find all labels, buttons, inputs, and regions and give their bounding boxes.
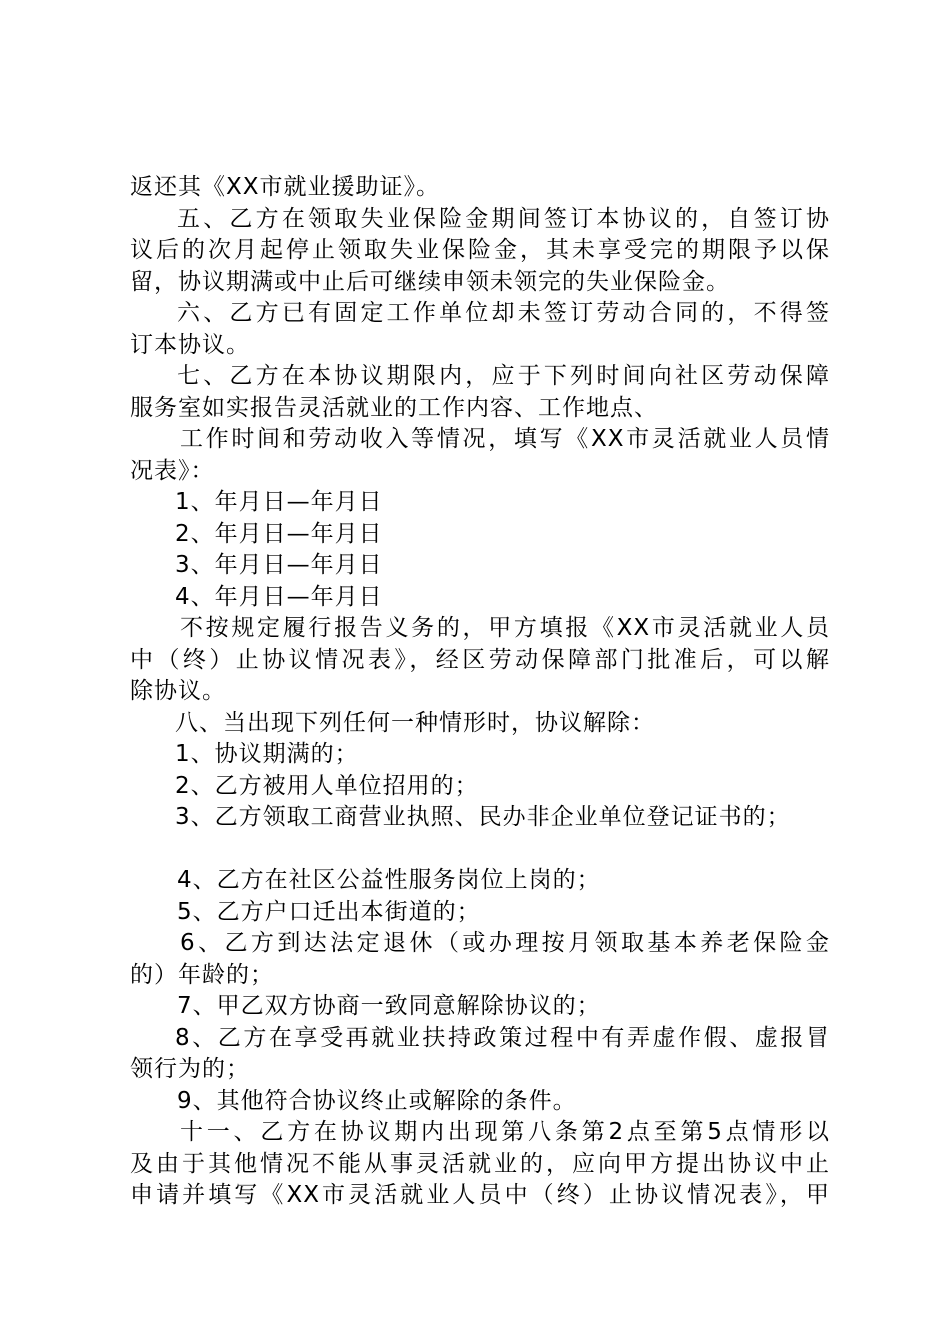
text-line: 申请并填写《XX市灵活就业人员中（终）止协议情况表》，甲 bbox=[130, 1182, 830, 1208]
list-item: 4、乙方在社区公益性服务岗位上岗的； bbox=[177, 867, 601, 893]
document-body bbox=[130, 172, 830, 1212]
date-range-line: 1、年月日—年月日 bbox=[175, 489, 383, 515]
text-line: 的）年龄的； bbox=[130, 961, 274, 988]
text-line: 工作时间和劳动收入等情况，填写《XX市灵活就业人员情 bbox=[180, 426, 830, 452]
list-item: 8、乙方在享受再就业扶持政策过程中有弄虚作假、虚报冒 bbox=[175, 1024, 830, 1051]
text-line: 订本协议。 bbox=[130, 331, 250, 358]
date-range-line: 4、年月日—年月日 bbox=[175, 583, 383, 610]
date-range-line: 2、年月日—年月日 bbox=[175, 520, 383, 547]
text-line: 领行为的； bbox=[130, 1056, 250, 1082]
text-line: 服务室如实报告灵活就业的工作内容、工作地点、 bbox=[130, 394, 658, 421]
list-item: 3、乙方领取工商营业执照、民办非企业单位登记证书的； bbox=[175, 804, 791, 830]
text-line: 七、乙方在本协议期限内，应于下列时间向社区劳动保障 bbox=[177, 363, 830, 389]
text-line: 况表》： bbox=[130, 457, 215, 484]
blank-line bbox=[130, 834, 830, 866]
list-item: 2、乙方被用人单位招用的； bbox=[175, 772, 479, 799]
list-item: 6、乙方到达法定退休（或办理按月领取基本养老保险金 bbox=[180, 930, 830, 956]
list-item: 1、协议期满的； bbox=[175, 741, 359, 767]
text-line: 五、乙方在领取失业保险金期间签订本协议的，自签订协 bbox=[177, 205, 830, 232]
text-line: 留，协议期满或中止后可继续申领未领完的失业保险金。 bbox=[130, 268, 730, 295]
list-item: 5、乙方户口迁出本街道的； bbox=[177, 898, 481, 925]
text-line: 及由于其他情况不能从事灵活就业的，应向甲方提出协议中止 bbox=[130, 1150, 830, 1177]
text-line: 八、当出现下列任何一种情形时，协议解除： bbox=[175, 709, 655, 736]
text-line: 十一、乙方在协议期内出现第八条第2点至第5点情形以 bbox=[180, 1119, 830, 1145]
text-line: 中（终）止协议情况表》，经区劳动保障部门批准后，可以解 bbox=[130, 646, 830, 673]
text-line: 返还其《XX市就业援助证》。 bbox=[130, 174, 441, 200]
text-line: 议后的次月起停止领取失业保险金，其未享受完的期限予以保 bbox=[130, 237, 830, 263]
list-item: 7、甲乙双方协商一致同意解除协议的； bbox=[177, 993, 601, 1019]
list-item: 9、其他符合协议终止或解除的条件。 bbox=[177, 1087, 577, 1114]
text-line: 不按规定履行报告义务的，甲方填报《XX市灵活就业人员 bbox=[180, 615, 830, 641]
text-line: 除协议。 bbox=[130, 678, 226, 704]
text-line: 六、乙方已有固定工作单位却未签订劳动合同的，不得签 bbox=[177, 300, 830, 326]
date-range-line: 3、年月日—年月日 bbox=[175, 552, 383, 578]
